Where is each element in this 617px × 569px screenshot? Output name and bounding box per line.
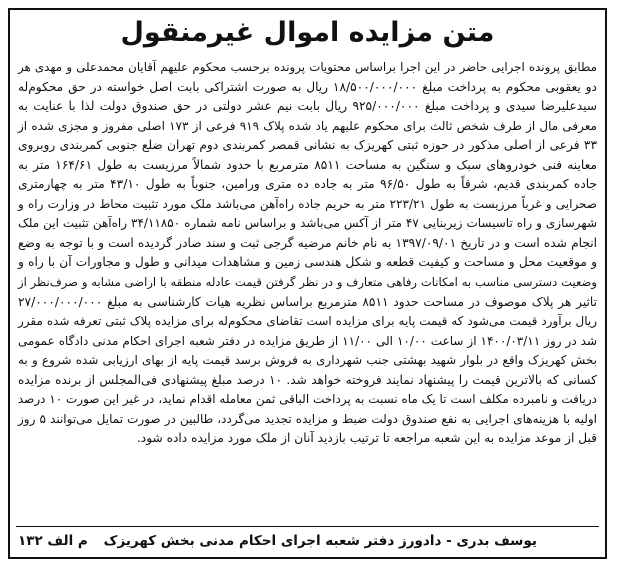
body-line: دو یعقوبی محکوم به پرداخت مبلغ ۱۸/۵۰۰/۰۰۰/۰۰۰ ریال به صورت اشتراکی بابت اصل خواسته در حق محکوم‌له — [18, 79, 597, 94]
body-line: ریال برآورد قیمت می‌شود که قیمت پایه برای مزایده است تقاضای محکوم‌له برای مزایده پلاک ثبتی تعرفه شده مقرر — [18, 314, 597, 329]
notice-footer — [18, 530, 597, 552]
body-line-last: قبل از موعد مزایده به این شعبه مراجعه تا ترتیب بازدید آنان از ملک مورد مزایده داده شود. — [136, 431, 597, 446]
body-line: شهرسازی و راه تاسیسات زیربنایی ۴۷ متر از آکس می‌باشد و براساس نامه شماره ۳۴/۱۱۸۵۰ راه‌آهن تثبیت این ملک — [18, 216, 598, 231]
auction-notice — [8, 8, 607, 559]
body-line: مطابق پرونده اجرایی حاضر در این اجرا براساس محتویات پرونده برحسب محکوم علیهم آقایان محمدعلی و مهدی هر — [18, 60, 597, 74]
body-line: سیدعلیرضا سیدی و پرداخت مبلغ ۹۲۵/۰۰۰/۰۰۰ ریال بابت نیم عشر دولتی در حق صندوق دولت لذا با عنایت به — [18, 99, 597, 114]
body-line: صحرایی و غرباً مرزیست به طول ۲۲۳/۲۱ متر به حریم جاده راه‌آهن می‌باشد ملک مورد تثبیت محاط در وزارت راه و — [18, 196, 597, 211]
body-line: تاثیر هر پلاک موصوف در مساحت حدود ۸۵۱۱ مترمربع براساس نظریه هیات کارشناسی به مبلغ ۲۷/۰۰۰/۰۰۰/۰۰۰ — [18, 294, 597, 309]
body-line: جاده کمربندی قدیم، شرقاً به طول ۹۶/۵۰ متر به جاده ده متری ورامین، جنوباً به طول ۴۳/۱۰ متر به چهارمتری — [18, 177, 597, 192]
body-line: انجام شده است و در تاریخ ۱۳۹۷/۰۹/۰۱ به نام خانم مرضیه گرجی ثبت و سند صادر گردیده است و با توجه به وضع — [18, 235, 597, 250]
body-line: و موقعیت محل و مساحت و کیفیت قطعه و شکل هندسی زمین و مشاهدات میدانی و طول و مجاورات آن با راه و — [18, 255, 597, 270]
notice-code: م الف ۱۳۲ — [18, 533, 88, 549]
body-line: شد در روز ۱۴۰۰/۰۳/۱۱ از ساعت ۱۰/۰۰ الی ۱۱/۰۰ از طریق مزایده در دفتر شعبه اجرای احکام مدنی دادگاه عمومی — [18, 333, 598, 348]
body-line: معاینه فنی خودروهای سبک و سنگین به مساحت ۸۵۱۱ مترمربع با حدود شمالاً مرزیست به طول ۱۶۴/۶۱ متر به — [18, 157, 597, 172]
notice-title: متن مزایده اموال غیرمنقول — [120, 17, 495, 48]
body-line: معرفی مال از طرف شخص ثالث برای محکوم علیهم یاد شده پلاک ۹۱۹ فرعی از ۱۷۳ اصلی مفروز و مجزی شده از — [18, 118, 597, 133]
signature: یوسف بدری - دادورز دفتر شعبه اجرای احکام مدنی بخش کهریزک — [103, 533, 537, 549]
body-line: ۳۳ فرعی از اصلی مذکور در حوزه ثبتی کهریزک به نشانی قمصر کمربندی دوم تهران ضلع جنوبی کمربندی روبروی — [18, 138, 597, 153]
body-line: وضعیت دسترسی مناسب به امکانات رفاهی متعارف و در نظر گرفتن قیمت عادله منطقه با اراضی مشابه و صرف‌نظر از — [18, 275, 597, 290]
body-line: کسانی که بالاترین قیمت را پیشنهاد نمایند فروخته خواهد شد. ۱۰ درصد مبلغ پیشنهادی فی‌المجلس از برنده مزایده — [18, 372, 597, 387]
notice-body — [10, 58, 605, 449]
footer-divider — [16, 526, 599, 527]
body-line: اولیه با هزینه‌های اجرایی به نفع صندوق دولت ضبط و مزایده تجدید می‌گردد، طالبین در صورت تمایل می‌توانند ۵ روز — [18, 411, 597, 426]
body-line: دریافت و نامبرده مکلف است تا یک ماه نسبت به پرداخت الباقی ثمن معامله اقدام نماید، در غیر این صورت ۱۰ درصد — [17, 392, 597, 407]
body-line: بخش کهریزک واقع در بلوار شهید بهشتی جنب شهرداری به فروش برسد قیمت پایه از بهای ارزیابی شده شروع و به — [18, 353, 597, 368]
